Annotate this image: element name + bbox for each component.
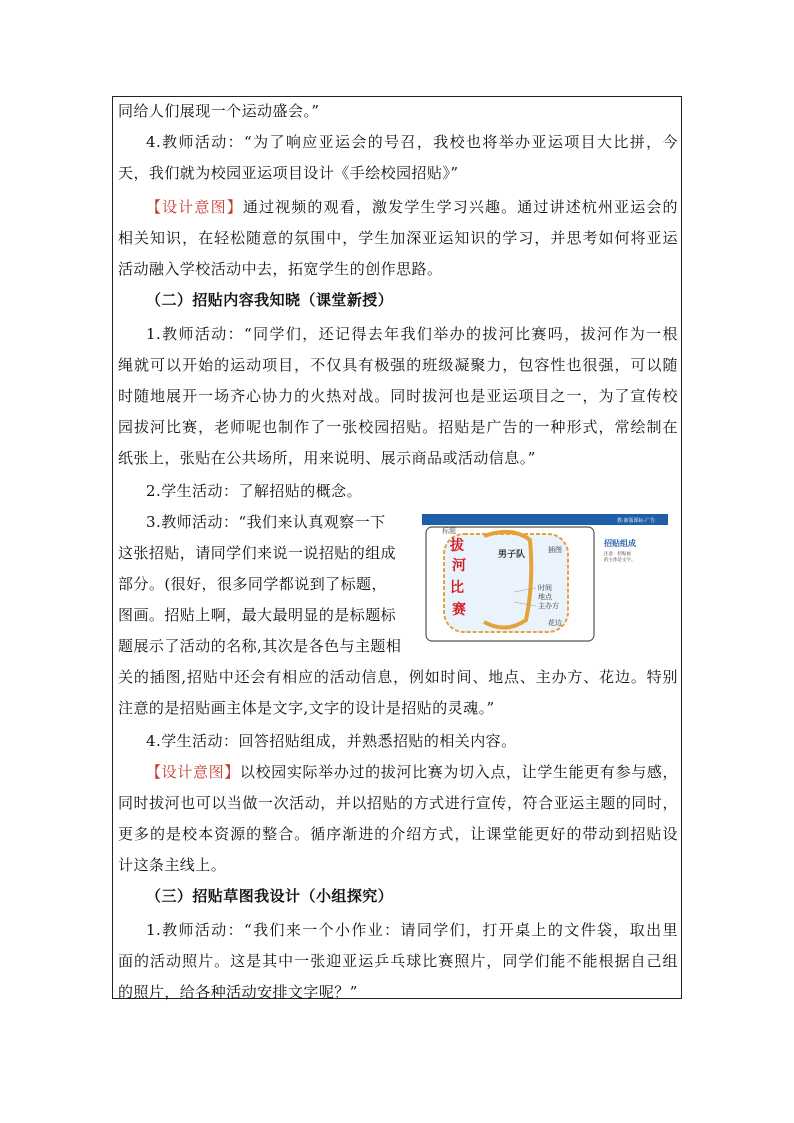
poster-title-char: 河	[452, 558, 466, 574]
text-line: 园拔河比赛，老师呢也制作了一张校园招贴。招贴是广告的一种形式，常绘制在	[118, 418, 678, 436]
side-title: 招贴组成	[604, 539, 636, 548]
text-line: 部分。(很好，很多同学都说到了标题，	[118, 575, 387, 593]
text-line: 2.学生活动：了解招贴的概念。	[146, 482, 363, 500]
text-line: 活动融入学校活动中去，拓宽学生的创作思路。	[118, 260, 443, 278]
section-heading: （三）招贴草图我设计（小组探究）	[146, 887, 394, 905]
text-line: 纸张上，张贴在公共场所，用来说明、展示商品或活动信息。”	[118, 449, 536, 467]
text-line: 时随地展开一场齐心协力的火热对战。同时拔河也是亚运项目之一，为了宣传校	[118, 387, 678, 405]
text-span: 通过视频的观看，激发学生学习兴趣。通过讲述杭州亚运会的	[242, 198, 679, 216]
poster-subtitle: 男子队	[498, 550, 526, 560]
text-line: 题展示了活动的名称,其次是各色与主题相	[118, 637, 402, 655]
text-line: 天，我们就为校园亚运项目设计《手绘校园招贴》”	[118, 164, 459, 182]
text-line: 1.教师活动：“我们来一个小作业：请同学们，打开桌上的文件袋，取出里	[146, 921, 678, 939]
poster-title-char: 拔	[450, 538, 464, 554]
design-intent-line	[146, 762, 678, 782]
label-border: 花边	[548, 619, 562, 627]
text-line: 4.学生活动：回答招贴组成，并熟悉招贴的相关内容。	[146, 732, 517, 750]
figure-banner-text: 教·新版课标·广告	[617, 518, 656, 524]
text-span: 以校园实际举办过的拔河比赛为切入点，让学生能更有参与感，	[239, 763, 678, 781]
text-line: 关的插图,招贴中还会有相应的活动信息，例如时间、地点、主办方、花边。特别	[118, 668, 678, 686]
text-line: 的照片，给各种活动安排文字呢？”	[118, 983, 358, 1001]
label-place: 地点	[538, 593, 552, 601]
label-host: 主办方	[538, 602, 559, 610]
section-heading: （二）招贴内容我知晓（课堂新授）	[146, 291, 394, 309]
design-intent-line	[146, 197, 678, 217]
side-note: 注意：招贴画	[604, 552, 631, 557]
text-line: 1.教师活动：“同学们，还记得去年我们举办的拔河比赛吗，拔河作为一根	[146, 325, 678, 343]
text-line: 更多的是校本资源的整合。循序渐进的介绍方式，让课堂能更好的带动到招贴设	[118, 825, 678, 843]
label-illustration: 插图	[548, 546, 562, 554]
text-line: 相关知识，在轻松随意的氛围中，学生加深亚运知识的学习，并思考如何将亚运	[118, 229, 678, 247]
design-intent-tag: 【设计意图】	[146, 198, 243, 216]
text-line: 注意的是招贴画主体是文字,文字的设计是招贴的灵魂。”	[118, 699, 495, 717]
poster-title-char: 比	[450, 580, 464, 596]
text-line: 图画。招贴上啊，最大最明显的是标题标	[118, 606, 397, 624]
label-title: 标题	[442, 527, 456, 535]
poster-composition-figure	[422, 512, 668, 644]
text-line: 这张招贴，请同学们来说一说招贴的组成	[118, 544, 397, 562]
text-line: 同给人们展现一个运动盛会。”	[118, 102, 320, 120]
text-line: 面的活动照片。这是其中一张迎亚运乒乓球比赛照片，同学们能不能根据自己组	[118, 952, 678, 970]
text-line: 同时拔河也可以当做一次活动，并以招贴的方式进行宣传，符合亚运主题的同时，	[118, 794, 678, 812]
label-time: 时间	[538, 584, 552, 592]
design-intent-tag: 【设计意图】	[146, 763, 240, 781]
text-line: 4.教师活动：“为了响应亚运会的号召，我校也将举办亚运项目大比拼，今	[146, 133, 678, 151]
side-note: 的主体是文字。	[604, 558, 636, 563]
poster-title-char: 赛	[452, 602, 466, 618]
text-line: 计这条主线上。	[118, 856, 227, 874]
text-line: 3.教师活动：“我们来认真观察一下	[146, 513, 386, 531]
text-line: 绳就可以开始的运动项目，不仅具有极强的班级凝聚力，包容性也很强，可以随	[118, 356, 678, 374]
